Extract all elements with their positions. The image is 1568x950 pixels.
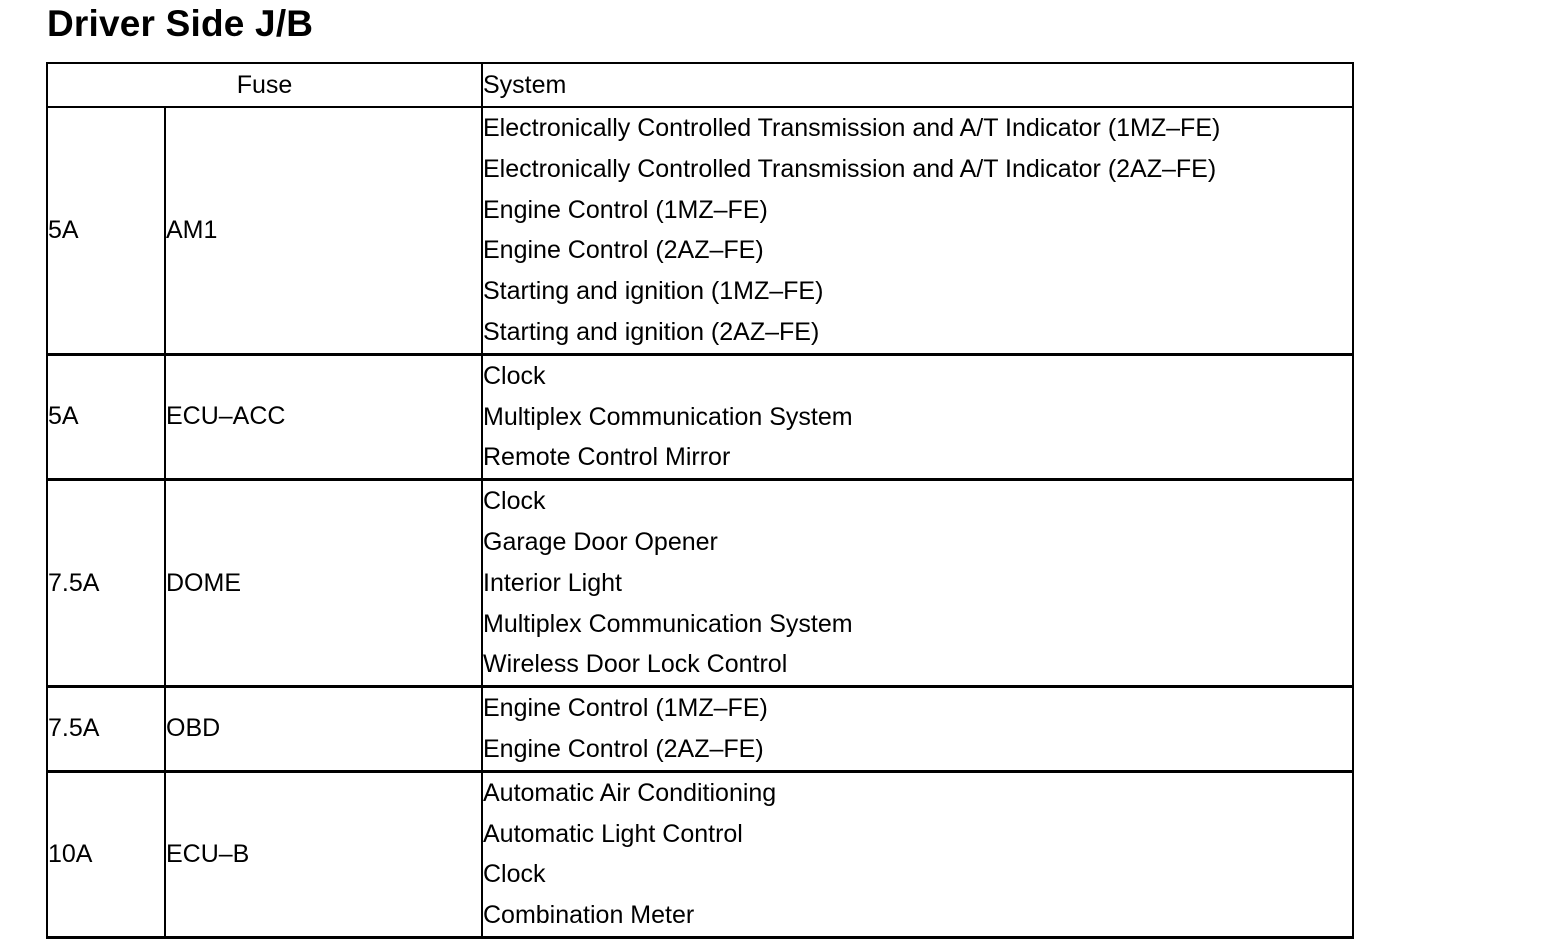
fuse-table-body <box>47 107 1353 937</box>
table-row <box>47 107 1353 354</box>
system-item: Electronically Controlled Transmission and A/T Indicator (2AZ–FE) <box>483 154 1217 183</box>
fuse-amperage: 7.5A <box>47 687 165 772</box>
system-item: Automatic Air Conditioning <box>483 778 777 807</box>
system-list <box>482 771 1353 937</box>
page-title: Driver Side J/B <box>47 3 314 44</box>
system-item: Engine Control (2AZ–FE) <box>483 236 764 265</box>
system-list <box>482 107 1353 354</box>
system-list <box>482 354 1353 479</box>
fuse-amperage: 5A <box>47 107 165 354</box>
system-item: Clock <box>483 860 546 889</box>
system-item: Garage Door Opener <box>483 527 718 556</box>
table-row <box>47 480 1353 687</box>
fuse-name: ECU–B <box>165 771 482 937</box>
fuse-name: ECU–ACC <box>165 354 482 479</box>
system-item: Clock <box>483 487 546 516</box>
system-list <box>482 480 1353 687</box>
fuse-name: OBD <box>165 687 482 772</box>
system-item: Remote Control Mirror <box>483 443 731 472</box>
fuse-amperage: 7.5A <box>47 480 165 687</box>
system-item: Multiplex Communication System <box>483 609 853 638</box>
system-item: Starting and ignition (1MZ–FE) <box>483 277 824 306</box>
system-item: Combination Meter <box>483 901 695 930</box>
system-item: Wireless Door Lock Control <box>483 650 788 679</box>
system-item: Engine Control (1MZ–FE) <box>483 694 768 723</box>
fuse-table <box>46 62 1354 939</box>
column-header-system: System <box>482 63 1353 107</box>
system-item: Engine Control (1MZ–FE) <box>483 195 768 224</box>
fuse-name: AM1 <box>165 107 482 354</box>
fuse-amperage: 10A <box>47 771 165 937</box>
table-header-row <box>47 63 1353 107</box>
system-item: Starting and ignition (2AZ–FE) <box>483 317 820 346</box>
system-item: Engine Control (2AZ–FE) <box>483 734 764 763</box>
system-item: Clock <box>483 361 546 390</box>
column-header-fuse: Fuse <box>47 63 482 107</box>
system-item: Electronically Controlled Transmission and A/T Indicator (1MZ–FE) <box>483 114 1221 142</box>
system-item: Automatic Light Control <box>483 819 743 848</box>
table-row <box>47 354 1353 479</box>
table-row <box>47 687 1353 772</box>
table-row <box>47 771 1353 937</box>
system-item: Multiplex Communication System <box>483 402 853 431</box>
fuse-name: DOME <box>165 480 482 687</box>
system-list <box>482 687 1353 772</box>
fuse-amperage: 5A <box>47 354 165 479</box>
system-item: Interior Light <box>483 568 622 597</box>
